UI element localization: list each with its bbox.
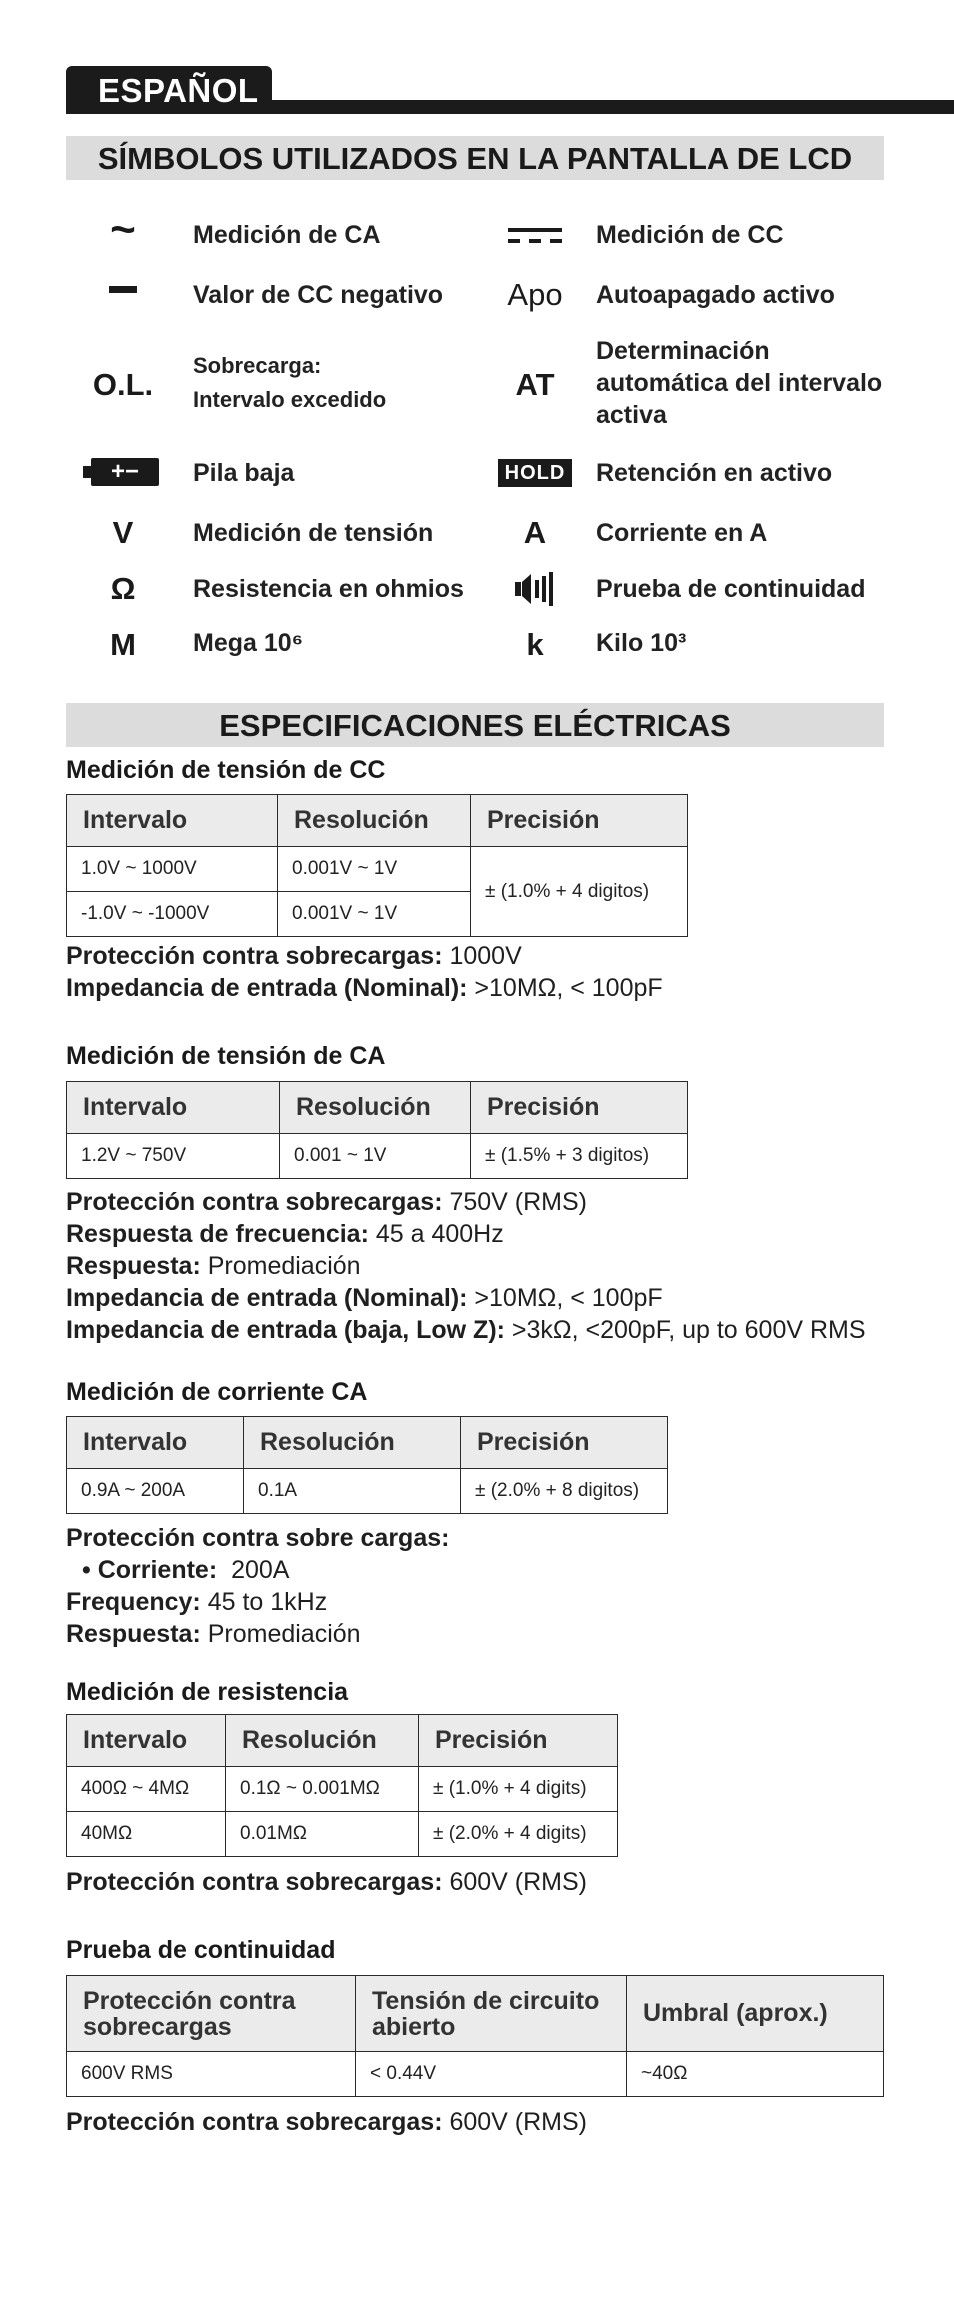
resistance-table (66, 1714, 618, 1857)
table-cell: 600V RMS (67, 2052, 356, 2097)
volt-symbol: V (112, 515, 134, 550)
ac-voltage-title: Medición de tensión de CA (66, 1042, 386, 1070)
table-cell: 0.1Ω ~ 0.001MΩ (226, 1767, 419, 1812)
table-cell: -1.0V ~ -1000V (67, 892, 278, 937)
spec-note: Impedancia de entrada (baja, Low Z): >3kΩ, <200pF, up to 600V RMS (66, 1316, 866, 1344)
table-cell: 0.001 ~ 1V (280, 1134, 471, 1179)
resistance-title: Medición de resistencia (66, 1678, 349, 1706)
table-cell: 400Ω ~ 4MΩ (67, 1767, 226, 1812)
table-header: Intervalo (67, 795, 278, 847)
table-header: Resolución (278, 795, 471, 847)
table-cell: 1.2V ~ 750V (67, 1134, 280, 1179)
continuity-title: Prueba de continuidad (66, 1936, 336, 1964)
symbol-label-overload-line2: Intervalo excedido (193, 387, 387, 412)
kilo-symbol: k (526, 627, 544, 662)
continuity-table (66, 1975, 884, 2097)
table-cell: ± (2.0% + 8 digitos) (461, 1469, 668, 1514)
table-row (67, 1469, 668, 1514)
symbol-label-auto-off: Autoapagado activo (596, 281, 835, 309)
table-header: Precisión (471, 1082, 688, 1134)
spec-note: Protección contra sobrecargas: 1000V (66, 942, 522, 970)
symbol-label-ac: Medición de CA (193, 221, 381, 249)
table-header: Protección contra sobrecargas (67, 1976, 356, 2052)
hold-symbol: HOLD (490, 459, 580, 487)
table-cell: 0.001V ~ 1V (278, 847, 471, 892)
table-cell-accuracy: ± (1.0% + 4 digitos) (471, 847, 688, 937)
ac-voltage-table (66, 1081, 688, 1179)
table-header: Tensión de circuito abierto (356, 1976, 627, 2052)
ac-current-table (66, 1416, 668, 1514)
table-row (67, 2052, 884, 2097)
table-cell: ± (1.5% + 3 digitos) (471, 1134, 688, 1179)
symbol-label-voltage: Medición de tensión (193, 519, 434, 547)
overload-symbol: O.L. (92, 367, 154, 402)
spec-note: Protección contra sobrecargas: 600V (RMS) (66, 1868, 587, 1896)
negative-bar-icon (78, 278, 168, 293)
table-cell: ± (1.0% + 4 digits) (419, 1767, 618, 1812)
spec-note: Protección contra sobrecargas: 600V (RMS) (66, 2108, 587, 2136)
symbol-label-autorange-line1: Determinación (596, 337, 770, 365)
symbol-label-dc: Medición de CC (596, 221, 784, 249)
symbol-label-resistance: Resistencia en ohmios (193, 575, 464, 603)
dc-voltage-title: Medición de tensión de CC (66, 756, 386, 784)
spec-note: Respuesta: Promediación (66, 1620, 361, 1648)
table-cell: 40MΩ (67, 1812, 226, 1857)
symbol-label-hold: Retención en activo (596, 459, 833, 487)
symbol-label-kilo: Kilo 10³ (596, 629, 687, 657)
specs-section-title: ESPECIFICACIONES ELÉCTRICAS (66, 703, 884, 747)
spec-note: Protección contra sobre cargas: (66, 1524, 450, 1552)
symbol-label-battery: Pila baja (193, 459, 295, 487)
table-header: Precisión (471, 795, 688, 847)
auto-off-symbol: Apo (507, 277, 563, 312)
spec-note: Impedancia de entrada (Nominal): >10MΩ, < 100pF (66, 1284, 663, 1312)
symbol-label-negative: Valor de CC negativo (193, 281, 444, 309)
ac-current-title: Medición de corriente CA (66, 1378, 368, 1406)
table-header: Umbral (aprox.) (627, 1976, 884, 2052)
dc-symbol-icon (490, 222, 580, 251)
table-row (67, 1134, 688, 1179)
dc-voltage-table (66, 794, 688, 937)
table-cell: 0.9A ~ 200A (67, 1469, 244, 1514)
battery-icon: +− (76, 458, 166, 486)
continuity-speaker-icon (490, 570, 580, 613)
table-cell: 0.01MΩ (226, 1812, 419, 1857)
table-cell: ± (2.0% + 4 digits) (419, 1812, 618, 1857)
symbol-label-continuity: Prueba de continuidad (596, 575, 866, 603)
table-header: Precisión (461, 1417, 668, 1469)
table-header: Intervalo (67, 1417, 244, 1469)
table-header: Resolución (244, 1417, 461, 1469)
language-header (66, 66, 954, 116)
spec-note: Respuesta: Promediación (66, 1252, 361, 1280)
table-header: Precisión (419, 1715, 618, 1767)
spec-bullet: • Corriente: 200A (82, 1556, 290, 1584)
ac-tilde-icon: ~ (110, 205, 136, 254)
table-cell: 0.001V ~ 1V (278, 892, 471, 937)
language-tab: ESPAÑOL (66, 66, 272, 114)
symbol-label-current: Corriente en A (596, 519, 768, 547)
table-cell: ~40Ω (627, 2052, 884, 2097)
ohm-symbol: Ω (110, 571, 136, 606)
mega-symbol: M (110, 627, 136, 662)
table-header: Resolución (226, 1715, 419, 1767)
table-header: Resolución (280, 1082, 471, 1134)
amp-symbol: A (523, 515, 547, 550)
table-header: Intervalo (67, 1715, 226, 1767)
table-cell: < 0.44V (356, 2052, 627, 2097)
symbol-label-autorange-line2: automática del intervalo (596, 369, 883, 397)
symbol-label-mega: Mega 10⁶ (193, 629, 304, 657)
symbol-label-autorange-line3: activa (596, 401, 667, 429)
table-header: Intervalo (67, 1082, 280, 1134)
table-row (67, 1767, 618, 1812)
table-cell: 0.1A (244, 1469, 461, 1514)
spec-note: Respuesta de frecuencia: 45 a 400Hz (66, 1220, 504, 1248)
spec-note: Frequency: 45 to 1kHz (66, 1588, 328, 1616)
symbols-section-title: SÍMBOLOS UTILIZADOS EN LA PANTALLA DE LCD (66, 136, 884, 180)
spec-note: Protección contra sobrecargas: 750V (RMS) (66, 1188, 587, 1216)
table-row (67, 847, 688, 892)
auto-range-symbol: AT (515, 367, 555, 402)
table-cell: 1.0V ~ 1000V (67, 847, 278, 892)
header-rule (256, 100, 954, 114)
symbol-label-overload-line1: Sobrecarga: (193, 353, 322, 378)
table-row (67, 1812, 618, 1857)
spec-note: Impedancia de entrada (Nominal): >10MΩ, < 100pF (66, 974, 663, 1002)
